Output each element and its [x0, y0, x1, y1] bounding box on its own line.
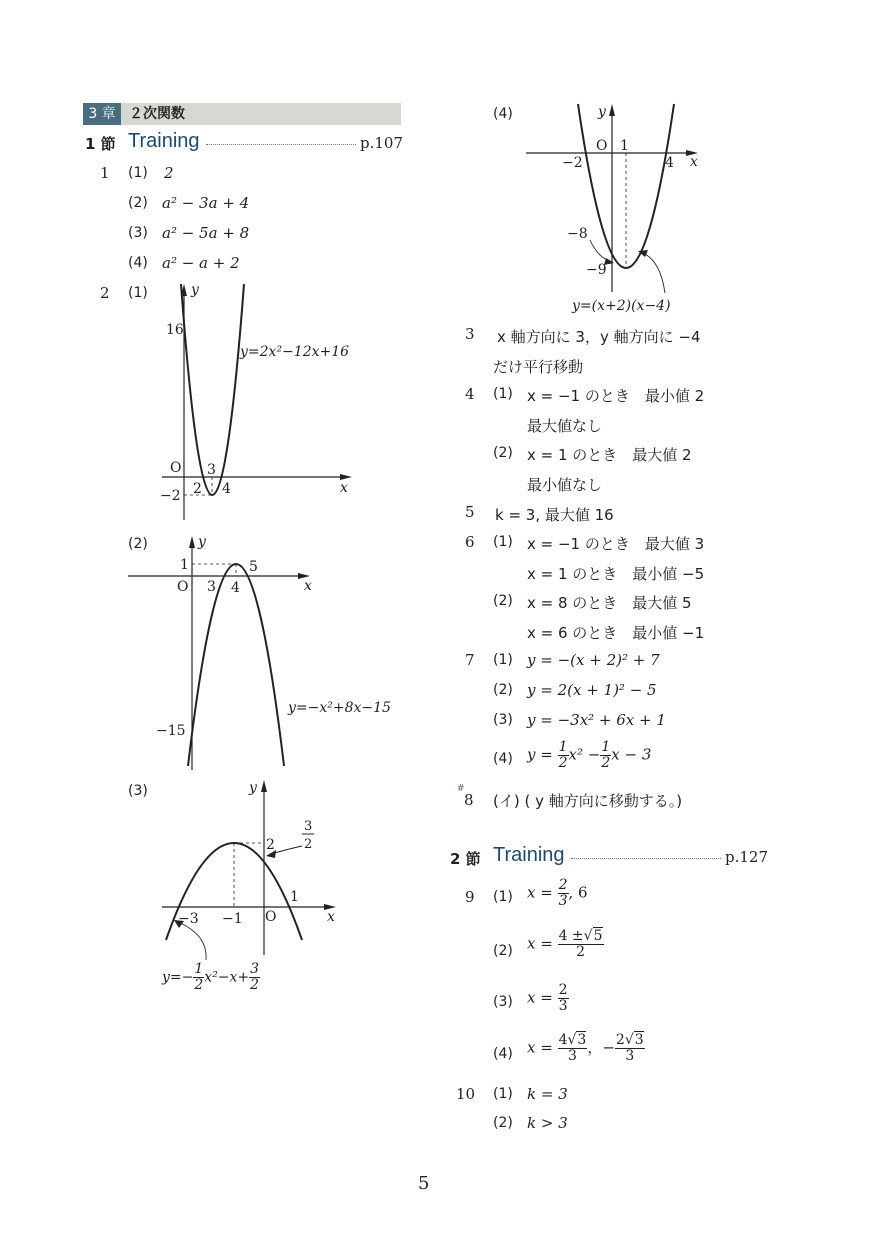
graph-3-frac-num: 3 — [304, 819, 313, 834]
q5-value: k = 3, 最大値 16 — [495, 506, 614, 524]
q1-item-3-value: a² − 5a + 8 — [162, 224, 250, 242]
q6-a-line-2: x = 1 のとき 最小値 −5 — [527, 565, 705, 583]
graph-1-label-m2: −2 — [160, 488, 181, 504]
q1-item-1-value: 2 — [164, 164, 174, 182]
q1-item-4-mark: (4) — [128, 255, 148, 271]
q5-number: 5 — [465, 503, 475, 521]
graph-3-label-m1: −1 — [222, 911, 243, 927]
q10-a-value: k = 3 — [527, 1085, 568, 1103]
q4-b-line-1: x = 1 のとき 最大値 2 — [527, 446, 692, 464]
graph-2-equation: y=−x²+8x−15 — [288, 700, 391, 716]
q9-d-value: x = $\frac{4√3}{3}$ ，− $\frac{2√3}{3}$ — [527, 1032, 644, 1064]
graph-4-x-label: x — [690, 154, 698, 170]
q4-a-mark: (1) — [493, 386, 513, 402]
section-1-number: 1 節 — [85, 135, 116, 153]
q7-number: 7 — [465, 651, 475, 669]
q9-c-value: x = $\frac{2}{3}$ — [527, 982, 568, 1014]
q6-b-mark: (2) — [493, 593, 513, 609]
q7-item-1-mark: (1) — [493, 652, 513, 668]
q7-item-4-value: y = $\frac{1}{2}$ x² − $\frac{1}{2}$ x − 3 — [527, 739, 652, 771]
graph-1-label-2: 2 — [193, 481, 202, 497]
chapter-number: 3 章 — [83, 103, 121, 125]
q4-b-mark: (2) — [493, 445, 513, 461]
q7-item-3-mark: (3) — [493, 712, 513, 728]
q3-number: 3 — [465, 325, 475, 343]
q8-value: (イ) ( y 軸方向に移動する。) — [493, 792, 683, 810]
q3-line-1: x 軸方向に 3，y 軸方向に −4 — [497, 328, 701, 346]
graph-2-y-label: y — [198, 534, 206, 550]
q2-sub-1-mark: (1) — [128, 285, 148, 301]
graph-3-label-1: 1 — [290, 889, 299, 905]
section-1-page: p.107 — [360, 134, 404, 152]
q10-b-mark: (2) — [493, 1115, 513, 1131]
q1-number: 1 — [100, 164, 110, 182]
q1-item-1-mark: (1) — [128, 165, 148, 181]
q7-item-2-value: y = 2(x + 1)² − 5 — [527, 681, 657, 699]
q9-a-mark: (1) — [493, 889, 513, 905]
graph-3-label-2: 2 — [266, 837, 275, 853]
graph-1-origin: O — [170, 460, 182, 476]
q10-number: 10 — [456, 1085, 476, 1103]
section-2-number: 2 節 — [450, 850, 481, 868]
q6-b-line-1: x = 8 のとき 最大値 5 — [527, 594, 692, 612]
graph-3-frac-den: 2 — [304, 837, 313, 852]
q1-item-2-mark: (2) — [128, 195, 148, 211]
q9-b-value: x = $\frac{4 \pm√5}{2}$ — [527, 928, 603, 960]
q10-b-value: k > 3 — [527, 1114, 568, 1132]
q6-number: 6 — [465, 533, 475, 551]
graph-1-label-16: 16 — [166, 322, 184, 338]
graph-1-y-label: y — [191, 282, 199, 298]
graph-2-label-1: 1 — [180, 557, 189, 573]
q9-b-mark: (2) — [493, 943, 513, 959]
graph-4-label-m9: −9 — [586, 262, 607, 278]
graph-4-label-m2: −2 — [562, 155, 583, 171]
graph-4-label-4: 4 — [665, 155, 674, 171]
q9-d-mark: (4) — [493, 1046, 513, 1062]
q4-number: 4 — [465, 385, 475, 403]
q1-item-3-mark: (3) — [128, 225, 148, 241]
q6-a-line-1: x = −1 のとき 最大値 3 — [527, 535, 705, 553]
graph-2-label-5: 5 — [249, 559, 258, 575]
q2-sub-2-mark: (2) — [128, 536, 148, 552]
page-number: 5 — [418, 1173, 430, 1194]
graph-4-origin: O — [596, 138, 608, 154]
q7-item-3-value: y = −3x² + 6x + 1 — [527, 711, 666, 729]
graph-2-label-m15: −15 — [156, 723, 186, 739]
graph-1-x-label: x — [340, 480, 348, 496]
q1-item-4-value: a² − a + 2 — [162, 254, 240, 272]
graph-1-label-4: 4 — [222, 481, 231, 497]
q1-item-2-value: a² − 3a + 4 — [162, 194, 250, 212]
graph-2-x-label: x — [304, 578, 312, 594]
graph-4-label-1: 1 — [620, 138, 629, 154]
q9-number: 9 — [465, 888, 475, 906]
section-2-title: Training — [493, 844, 565, 866]
q4-a-line-2: 最大値なし — [527, 417, 603, 435]
q2-sub-3-mark: (3) — [128, 783, 148, 799]
q6-b-line-2: x = 6 のとき 最小値 −1 — [527, 624, 705, 642]
graph-3-y-label: y — [249, 780, 257, 796]
q4-a-line-1: x = −1 のとき 最小値 2 — [527, 387, 705, 405]
graph-1-equation: y=2x²−12x+16 — [240, 344, 350, 360]
q2-number: 2 — [100, 284, 110, 302]
graph-3-x-label: x — [327, 909, 335, 925]
section-2-page: p.127 — [725, 848, 769, 866]
graph-3-label-m3: −3 — [178, 911, 199, 927]
q3-line-2: だけ平行移動 — [493, 358, 584, 376]
q4-b-line-2: 最小値なし — [527, 476, 603, 494]
q7-item-4-mark: (4) — [493, 751, 513, 767]
graph-2-label-4: 4 — [231, 580, 240, 596]
graph-1-label-3: 3 — [207, 462, 216, 478]
q2-sub-4-mark: (4) — [493, 106, 513, 122]
q6-a-mark: (1) — [493, 534, 513, 550]
graph-4-equation: y=(x+2)(x−4) — [572, 298, 671, 314]
graph-2-origin: O — [177, 579, 189, 595]
graph-4-label-m8: −8 — [567, 226, 588, 242]
graph-3-origin: O — [265, 909, 277, 925]
q9-a-value: x = $\frac{2}{3}$ , 6 — [527, 877, 588, 909]
q7-item-2-mark: (2) — [493, 682, 513, 698]
q10-a-mark: (1) — [493, 1086, 513, 1102]
graph-4-y-label: y — [598, 104, 606, 120]
graph-2-label-3: 3 — [207, 579, 216, 595]
q7-item-1-value: y = −(x + 2)² + 7 — [527, 651, 660, 669]
q9-c-mark: (3) — [493, 994, 513, 1010]
q8-sup-mark: # — [457, 784, 465, 794]
chapter-title: ２次関数 — [129, 106, 185, 122]
section-1-title: Training — [128, 130, 200, 152]
section-2-leader — [571, 858, 721, 859]
q8-number: 8 — [464, 791, 474, 809]
graph-3-equation: y=− $\frac{1}{2}$ x²−x+ $\frac{3}{2}$ — [162, 961, 260, 993]
